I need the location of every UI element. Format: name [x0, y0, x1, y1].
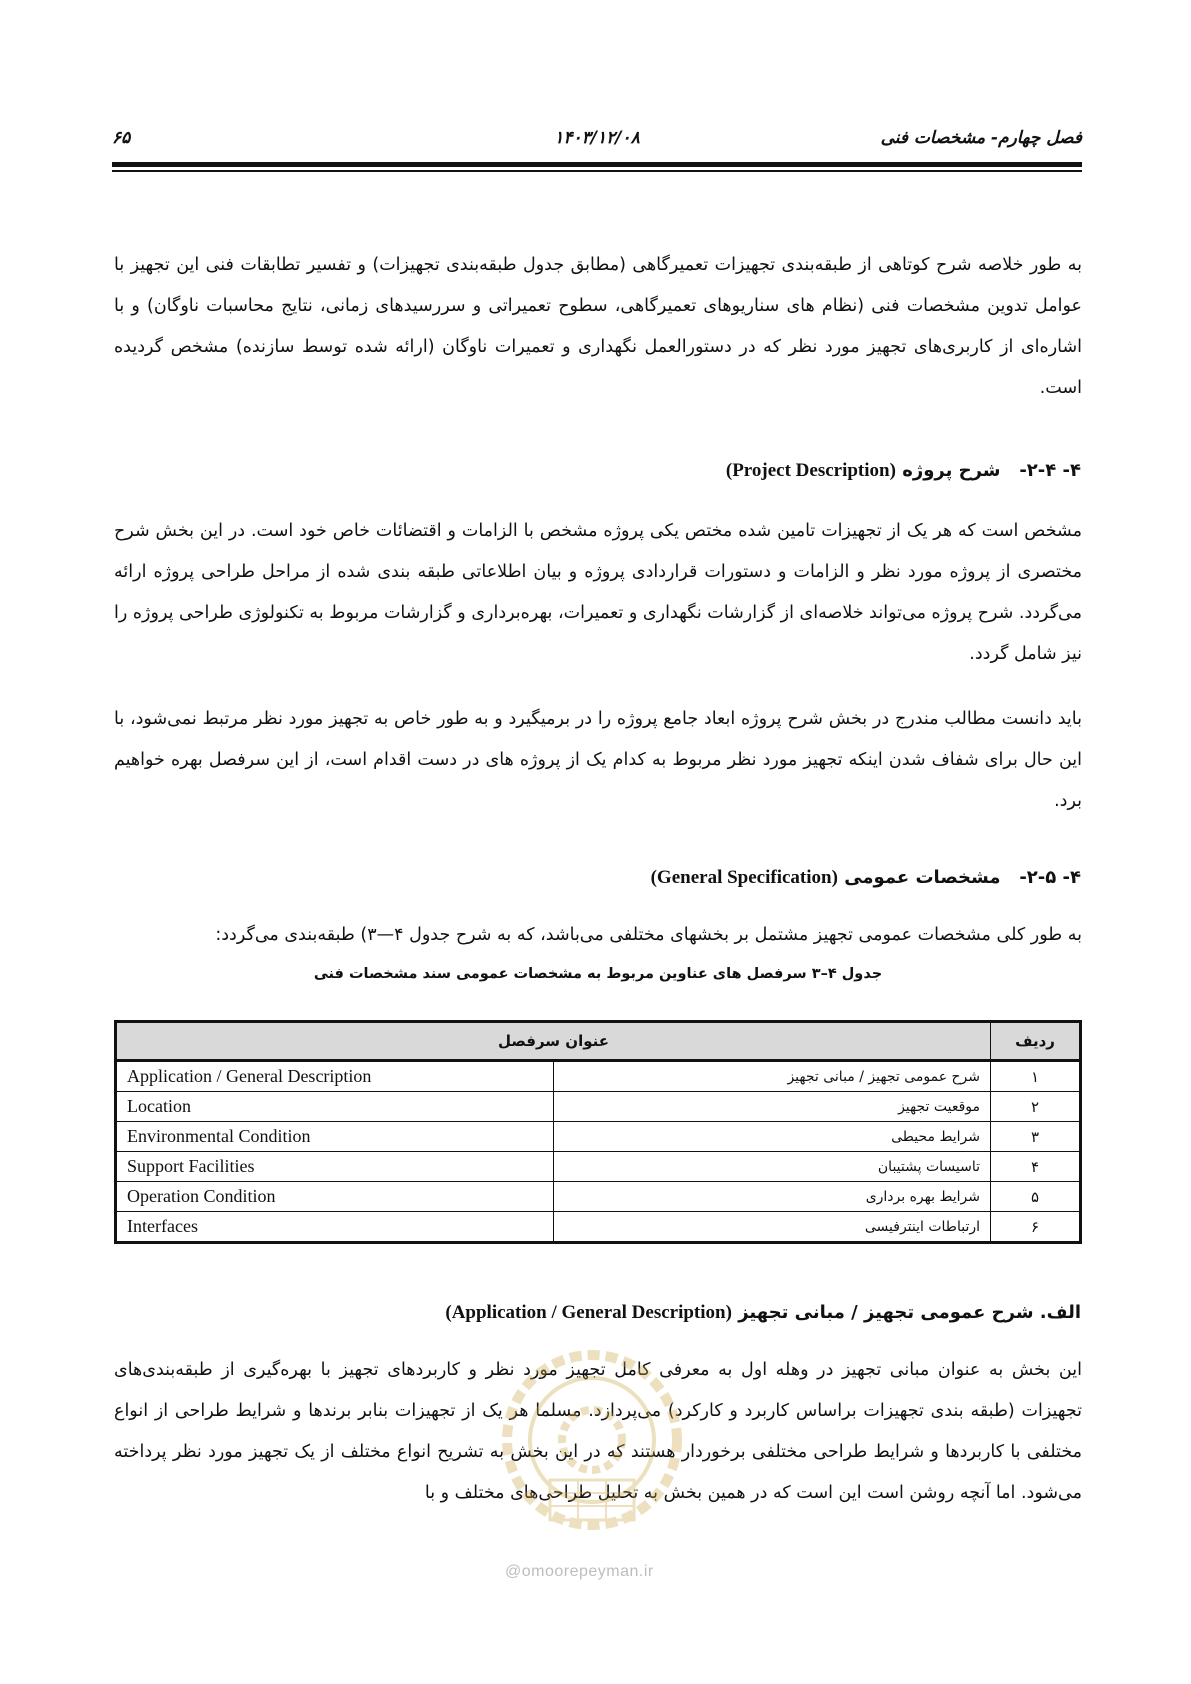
table-row — [116, 1061, 1081, 1092]
row-title-en: Interfaces — [116, 1212, 554, 1243]
table-row — [116, 1152, 1081, 1182]
table-row — [116, 1122, 1081, 1152]
row-title-fa: تاسیسات پشتیبان — [553, 1152, 991, 1182]
page-header — [112, 128, 1082, 158]
watermark-url: @omoorepeyman.ir — [505, 1563, 654, 1580]
header-rule-thin — [112, 170, 1082, 172]
row-index: ۵ — [991, 1182, 1081, 1212]
table-row — [116, 1092, 1081, 1122]
watermark-logo — [495, 1330, 690, 1560]
general-specification-paragraph: به طور کلی مشخصات عمومی تجهیز مشتمل بر بخشهای مختلفی می‌باشد، که به شرح جدول ۴—۳) طبقه‌بندی می‌گردد: — [215, 925, 1082, 945]
section-heading-project-description — [726, 460, 1081, 482]
row-index: ۲ — [991, 1092, 1081, 1122]
row-title-fa: موقعیت تجهیز — [553, 1092, 991, 1122]
project-description-paragraph-1: مشخص است که هر یک از تجهیزات تامین شده مختص یکی پروژه مشخص با الزامات و اقتضائات خاص خود است. در این بخش شرح مختصری از پروژه مورد نظر و الزامات و دستورات قراردادی پروژه و بیان اطلاعاتی طبقه بندی شده از مراحل طراحی پروژه ارائه می‌گردد. شرح پروژه می‌تواند خلاصه‌ای از گزارشات نگهداری و تعمیرات، بهره‌برداری و گزارشات مربوط به تکنولوژی طراحی پروژه را نیز شامل گردد. — [114, 521, 1082, 664]
row-index: ۱ — [991, 1061, 1081, 1092]
section-title-en: (Project Description) — [725, 460, 896, 481]
section-title-en: (General Specification) — [650, 867, 838, 888]
application-paragraph: این بخش به عنوان مبانی تجهیز در وهله اول به معرفی کامل تجهیز مورد نظر و کاربردهای تجهیز با بهره‌گیری از طبقه‌بندی‌های تجهیزات (طبقه بندی تجهیزات براساس کاربرد و کارکرد) می‌پردازد. مسلما هر یک از تجهیزات بنابر برندها و شرایط طراحی از انواع مختلفی با کاربردها و شرایط طراحی مختلفی برخوردار هستند که در این بخش به تشریح انواع مختلف از یک تجهیز مورد نظر پرداخته می‌شود. اما آنچه روشن است این است که در همین بخش به تحلیل طراحی‌های مختلف و با — [114, 1360, 1082, 1503]
table-row — [116, 1182, 1081, 1212]
subsection-heading-application — [445, 1302, 1081, 1324]
row-title-en: Operation Condition — [116, 1182, 554, 1212]
section-title-fa: مشخصات عمومی — [844, 867, 1001, 888]
row-title-fa: شرایط بهره برداری — [553, 1182, 991, 1212]
header-date: ۱۴۰۳/۱۲/۰۸ — [554, 128, 640, 148]
subsection-title-en: (Application / General Description) — [445, 1302, 732, 1323]
chapter-title: فصل چهارم- مشخصات فنی — [880, 128, 1082, 148]
section-title-fa: شرح پروژه — [902, 460, 1001, 481]
section-heading-general-specification — [651, 867, 1081, 889]
row-title-fa: شرایط محیطی — [553, 1122, 991, 1152]
row-title-en: Application / General Description — [116, 1061, 554, 1092]
row-index: ۴ — [991, 1152, 1081, 1182]
header-rule-thick — [112, 162, 1082, 167]
row-title-en: Support Facilities — [116, 1152, 554, 1182]
subsection-title-fa: الف. شرح عمومی تجهیز / مبانی تجهیز — [738, 1302, 1081, 1323]
page-number: ۶۵ — [112, 128, 131, 148]
table-header-row — [116, 1022, 1081, 1061]
table-caption: جدول ۴–۳ سرفصل های عناوین مربوط به مشخصات عمومی سند مشخصات فنی — [313, 966, 883, 982]
table-row — [116, 1212, 1081, 1243]
section-number: ۴- ۲-۴- — [1019, 460, 1081, 481]
section-number: ۴- ۲-۵- — [1019, 867, 1081, 888]
project-description-paragraph-2: باید دانست مطالب مندرج در بخش شرح پروژه ابعاد جامع پروژه را در برمیگیرد و به طور خاص به تجهیز مورد نظر مرتبط نمی‌شود، با این حال برای شفاف شدن اینکه تجهیز مورد نظر مربوط به کدام یک از پروژه های در دست اقدام است، از این سرفصل بهره خواهیم برد. — [114, 709, 1082, 811]
column-header-index: ردیف — [991, 1022, 1081, 1061]
row-title-fa: شرح عمومی تجهیز / مبانی تجهیز — [553, 1061, 991, 1092]
row-title-fa: ارتباطات اینترفیسی — [553, 1212, 991, 1243]
intro-paragraph: به طور خلاصه شرح کوتاهی از طبقه‌بندی تجهیزات تعمیرگاهی (مطابق جدول طبقه‌بندی تجهیزات) و تفسیر تطابقات فنی این تجهیز با عوامل تدوین مشخصات فنی (نظام های سناریوهای تعمیرگاهی، سطوح تعمیراتی و سررسیدهای زمانی، نتایج محاسبات ناوگان) و با اشاره‌ای از کاربری‌های تجهیز مورد نظر که در دستورالعمل نگهداری و تعمیرات ناوگان (ارائه شده توسط سازنده) مشخص گردیده است. — [114, 255, 1082, 398]
row-index: ۳ — [991, 1122, 1081, 1152]
row-title-en: Location — [116, 1092, 554, 1122]
row-title-en: Environmental Condition — [116, 1122, 554, 1152]
general-spec-table — [114, 1020, 1082, 1244]
row-index: ۶ — [991, 1212, 1081, 1243]
column-header-title: عنوان سرفصل — [116, 1022, 991, 1061]
